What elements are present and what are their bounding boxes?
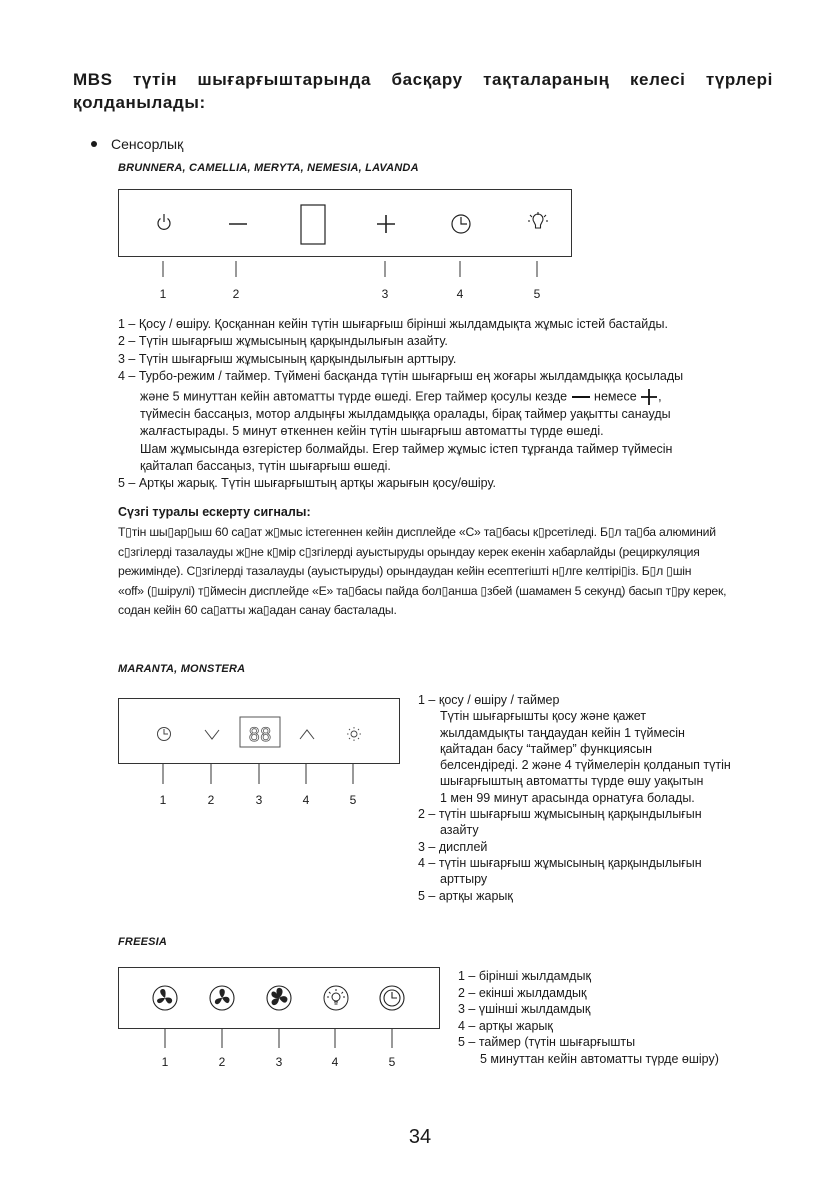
s2-desc-line: жылдамдықты таңдаудан кейін 1 түймесін bbox=[440, 725, 685, 740]
filter-signal-line-3: режимінде). С▯згілерді тазалауды (ауыстыруды) орындаудан кейін есептегішті н▯лге келтірі▯із. Б▯л ▯шін bbox=[118, 564, 692, 578]
s3-num-5: 5 bbox=[388, 1055, 396, 1069]
fan-speed-3-icon bbox=[267, 986, 291, 1010]
s1-item-4: 4 – Турбо-режим / таймер. Түймені басқанда түтін шығарғыш ең жоғары жылдамдыққа қосылады bbox=[118, 368, 684, 383]
light-bulb-icon bbox=[528, 212, 548, 228]
timer-icon bbox=[158, 728, 171, 741]
s2-desc-line: азайту bbox=[440, 823, 479, 838]
bullet-label: Сенсорлық bbox=[111, 136, 184, 152]
section3-leader-lines bbox=[0, 1027, 460, 1052]
s1-item-4-line5: Шам жұмысында өзгерістер болмайды. Егер таймер жұмыс істеп тұрғанда таймер түймесін bbox=[140, 441, 673, 456]
timer-icon bbox=[380, 986, 404, 1010]
s3-num-2: 2 bbox=[218, 1055, 226, 1069]
filter-signal-title: Сүзгі туралы ескерту сигналы: bbox=[118, 505, 311, 519]
s3-desc-line: 5 минуттан кейін автоматты түрде өшіру) bbox=[480, 1051, 719, 1066]
s1-num-3: 3 bbox=[381, 287, 389, 301]
s1-item-4-text-c: , bbox=[658, 389, 662, 404]
filter-signal-line-4: «off» (▯шірулі) т▯ймесін дисплейде «E» та▯басы пайда бол▯анша ▯збей (шамамен 5 секунд) басып т▯ру керек, bbox=[118, 583, 727, 598]
s2-desc-line: қайтадан басу “таймер” функциясын bbox=[440, 741, 652, 756]
chevron-down-icon bbox=[205, 730, 219, 739]
plus-icon bbox=[640, 388, 658, 406]
s1-item-1: 1 – Қосу / өшіру. Қосқаннан кейін түтін шығарғыш бірінші жылдамдықта жұмыс істей бастайды. bbox=[118, 317, 668, 331]
s2-num-1: 1 bbox=[159, 793, 167, 807]
light-icon bbox=[347, 727, 361, 741]
s2-desc-line: 4 – түтін шығарғыш жұмысының қарқындылығын bbox=[418, 855, 702, 870]
s2-desc-line: 1 – қосу / өшіру / таймер bbox=[418, 693, 560, 707]
section1-panel-icons bbox=[119, 190, 571, 256]
section1-models: BRUNNERA, CAMELLIA, MERYTA, NEMESIA, LAVANDA bbox=[118, 162, 419, 174]
s1-item-4-line4: жалғастырады. 5 минут өткеннен кейін түтін шығарғыш автоматты түрде өшеді. bbox=[140, 424, 604, 439]
chevron-up-icon bbox=[300, 730, 314, 739]
fan-speed-1-icon bbox=[153, 986, 177, 1010]
s1-item-4-text-a: және 5 минуттан кейін автоматты түрде өшеді. Егер таймер қосулы кезде bbox=[140, 389, 568, 404]
s2-desc-line: Түтін шығарғышты қосу және қажет bbox=[440, 709, 647, 724]
clock-icon bbox=[452, 215, 470, 233]
section3-panel-icons bbox=[119, 968, 439, 1028]
s1-item-4-line3: түймесін бассаңыз, мотор алдыңғы жылдамдыққа оралады, бірақ таймер уақытты санауды bbox=[140, 407, 671, 422]
section2-descriptions bbox=[418, 692, 778, 904]
s3-num-3: 3 bbox=[275, 1055, 283, 1069]
display-icon bbox=[240, 717, 280, 747]
s3-desc-line: 2 – екінші жылдамдық bbox=[458, 985, 587, 1000]
power-icon bbox=[158, 214, 170, 229]
filter-signal-line-5: содан кейін 60 са▯атты жа▯адан санау басталады. bbox=[118, 603, 397, 617]
s2-desc-line: 3 – дисплей bbox=[418, 839, 488, 854]
filter-signal-line-2: с▯згілерді тазалауды ж▯не к▯мір с▯згілерді ауыстыруды орындау керек екенін хабарлайды (рециркуляция bbox=[118, 544, 700, 559]
s1-item-5: 5 – Артқы жарық. Түтін шығарғыштың артқы жарығын қосу/өшіру. bbox=[118, 476, 496, 491]
section1-descriptions bbox=[118, 316, 778, 493]
fan-speed-2-icon bbox=[210, 986, 234, 1010]
s2-desc-line: арттыру bbox=[440, 872, 488, 887]
s3-desc-line: 3 – үшінші жылдамдық bbox=[458, 1002, 591, 1016]
display-icon bbox=[301, 205, 325, 244]
s2-desc-line: 2 – түтін шығарғыш жұмысының қарқындылығын bbox=[418, 807, 702, 822]
section2-control-panel bbox=[118, 698, 400, 764]
s1-num-2: 2 bbox=[232, 287, 240, 301]
section2-panel-icons bbox=[119, 699, 399, 763]
s1-item-4-line6: қайталап бассаңыз, түтін шығарғыш өшеді. bbox=[140, 459, 391, 474]
plus-icon bbox=[377, 215, 395, 233]
bullet-sensor bbox=[91, 136, 183, 152]
s2-num-5: 5 bbox=[349, 793, 357, 807]
s3-num-4: 4 bbox=[331, 1055, 339, 1069]
section3-control-panel bbox=[118, 967, 440, 1029]
s2-desc-line: 5 – артқы жарық bbox=[418, 888, 513, 903]
s3-num-1: 1 bbox=[161, 1055, 169, 1069]
s1-item-2: 2 – Түтін шығарғыш жұмысының қарқындылығын азайту. bbox=[118, 334, 448, 349]
filter-signal-text bbox=[118, 523, 768, 621]
display-digits: 88 bbox=[248, 724, 272, 746]
s1-item-4-text-b: немесе bbox=[594, 389, 637, 404]
s2-desc-line: белсендіреді. 2 және 4 түймелерін қолданып түтін bbox=[440, 758, 731, 773]
section2-models: MARANTA, MONSTERA bbox=[118, 663, 246, 675]
section1-control-panel bbox=[118, 189, 572, 257]
s3-desc-line: 5 – таймер (түтін шығарғышты bbox=[458, 1035, 636, 1049]
s2-num-2: 2 bbox=[207, 793, 215, 807]
s2-desc-line: 1 мен 99 минут арасында орнатуға болады. bbox=[440, 790, 695, 805]
light-icon bbox=[324, 986, 348, 1010]
s2-desc-line: шығарғыштың автоматты түрде өшу уақытын bbox=[440, 774, 704, 789]
s3-desc-line: 4 – артқы жарық bbox=[458, 1018, 553, 1033]
s1-num-5: 5 bbox=[533, 287, 541, 301]
bullet-dot bbox=[91, 141, 97, 147]
s1-item-4-line2 bbox=[118, 388, 778, 406]
page-number: 34 bbox=[408, 1126, 432, 1148]
s3-desc-line: 1 – бірінші жылдамдық bbox=[458, 969, 591, 983]
page-heading: MBS түтін шығарғыштарында басқару тақталараның келесі түрлері қолданылады: bbox=[73, 70, 773, 112]
s1-num-4: 4 bbox=[456, 287, 464, 301]
s2-num-4: 4 bbox=[302, 793, 310, 807]
minus-icon bbox=[571, 391, 591, 403]
s1-num-1: 1 bbox=[159, 287, 167, 301]
section1-leader-lines bbox=[0, 255, 839, 280]
section3-models: FREESIA bbox=[118, 936, 168, 948]
s1-item-3: 3 – Түтін шығарғыш жұмысының қарқындылығын арттыру. bbox=[118, 351, 457, 366]
section3-descriptions bbox=[458, 968, 778, 1067]
filter-signal-line-1: Т▯тін шы▯ар▯ыш 60 са▯ат ж▯мыс істегеннен кейін дисплейде «C» та▯басы к▯рсетіледі. Б▯л та▯ба алюминий bbox=[118, 525, 716, 539]
section2-leader-lines bbox=[0, 762, 420, 787]
s2-num-3: 3 bbox=[255, 793, 263, 807]
